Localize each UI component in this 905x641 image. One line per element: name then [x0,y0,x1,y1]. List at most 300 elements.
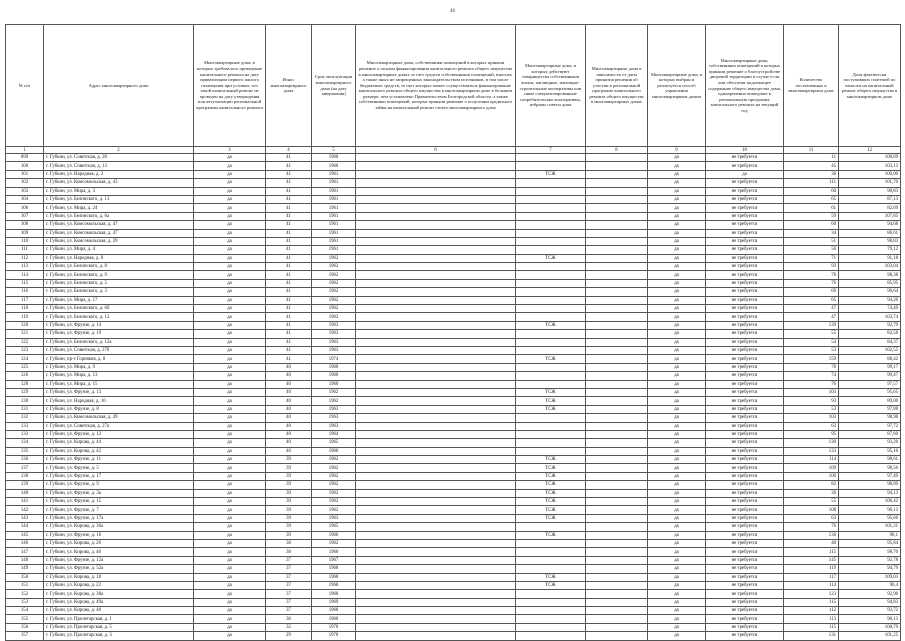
row-address: г. Губкин, ул. Мира, д. 3 [44,187,194,195]
row-payment-share: 93,26 [839,439,901,447]
row-privatization: да [194,397,266,405]
row-number: 121 [6,330,44,338]
row-decision-date [586,237,648,245]
row-decision-date [586,363,648,371]
row-decision-date [586,422,648,430]
row-wear: 41 [266,162,312,170]
row-privatization: да [194,212,266,220]
row-hoa: ТСЖ [516,170,586,178]
housing-register-table [5,24,901,641]
table-row [6,195,901,203]
row-number: 155 [6,615,44,623]
column-number: 12 [839,147,901,154]
row-address: г. Губкин, ул. Белинского, д. 12 [44,313,194,321]
row-privatization: да [194,372,266,380]
row-wear: 37 [266,565,312,573]
row-landscaping: не требуется [706,288,784,296]
row-count: 114 [784,456,839,464]
row-decision-date [586,154,648,162]
table-row [6,472,901,480]
row-number: 104 [6,195,44,203]
row-landscaping: не требуется [706,556,784,564]
row-address: г. Губкин, ул. Белинского, д. 9 [44,271,194,279]
row-owner-financing [356,346,516,354]
row-count: 69 [784,288,839,296]
row-count: 53 [784,405,839,413]
row-landscaping: не требуется [706,179,784,187]
row-address: г. Губкин, ул. Белинского, д. 13 [44,195,194,203]
row-wear: 37 [266,573,312,581]
row-year: 1963 [312,321,356,329]
row-hoa [516,363,586,371]
row-hoa [516,162,586,170]
row-count: 76 [784,279,839,287]
row-year: 1963 [312,422,356,430]
row-address: г. Губкин, ул. Кирова, д. 44 [44,439,194,447]
row-number: 135 [6,447,44,455]
row-decision-date [586,531,648,539]
row-wear: 41 [266,338,312,346]
table-row [6,405,901,413]
row-privatization: да [194,405,266,413]
row-management: да [648,607,706,615]
row-address: г. Губкин, ул. Фрунзе, д. 16 [44,531,194,539]
col-header-management: Многоквартирные дома, в которых выбран и реализуется способ управления многоквартирным домом [648,25,706,147]
row-number: 110 [6,237,44,245]
row-management: да [648,254,706,262]
row-address: г. Губкин, ул. Фрунзе, д. 17а [44,514,194,522]
table-row [6,263,901,271]
row-count: 93 [784,263,839,271]
row-privatization: да [194,204,266,212]
row-management: да [648,288,706,296]
row-privatization: да [194,464,266,472]
row-hoa: ТСЖ [516,456,586,464]
row-owner-financing [356,363,516,371]
row-wear: 38 [266,539,312,547]
row-count: 47 [784,313,839,321]
row-hoa [516,229,586,237]
row-number: 102 [6,179,44,187]
row-landscaping: не требуется [706,573,784,581]
row-payment-share: 79,12 [839,246,901,254]
row-wear: 41 [266,187,312,195]
row-management: да [648,531,706,539]
row-year: 1960 [312,380,356,388]
table-row [6,246,901,254]
row-management: да [648,154,706,162]
row-count: 115 [784,623,839,631]
row-wear: 41 [266,170,312,178]
row-count: 55 [784,498,839,506]
row-decision-date [586,338,648,346]
row-count: 36 [784,170,839,178]
row-wear: 41 [266,305,312,313]
row-decision-date [586,321,648,329]
row-count: 82 [784,481,839,489]
row-decision-date [586,246,648,254]
row-privatization: да [194,346,266,354]
row-landscaping: не требуется [706,154,784,162]
col-header-wear: Износ многоквартирного дома [266,25,312,147]
row-year: 1962 [312,481,356,489]
row-wear: 41 [266,229,312,237]
row-privatization: да [194,271,266,279]
row-payment-share: 100,00 [839,170,901,178]
row-wear: 29 [266,632,312,640]
row-hoa [516,338,586,346]
row-address: г. Губкин, ул. Пролетарская, д. 5 [44,623,194,631]
row-management: да [648,472,706,480]
row-wear: 39 [266,514,312,522]
row-year: 1962 [312,305,356,313]
row-landscaping: не требуется [706,615,784,623]
row-privatization: да [194,498,266,506]
row-year: 1963 [312,414,356,422]
row-count: 78 [784,271,839,279]
row-decision-date [586,187,648,195]
row-number: 130 [6,397,44,405]
row-number: 113 [6,263,44,271]
table-row [6,296,901,304]
row-privatization: да [194,430,266,438]
row-privatization: да [194,539,266,547]
row-payment-share: 74,49 [839,305,901,313]
row-owner-financing [356,506,516,514]
table-row [6,598,901,606]
row-hoa [516,447,586,455]
row-payment-share: 98,61 [839,456,901,464]
row-management: да [648,590,706,598]
row-wear: 39 [266,506,312,514]
table-row [6,581,901,589]
row-number: 142 [6,506,44,514]
row-management: да [648,246,706,254]
row-payment-share: 101,70 [839,179,901,187]
header-row [6,25,901,147]
table-row [6,481,901,489]
row-privatization: да [194,321,266,329]
table-row [6,321,901,329]
row-year: 1969 [312,598,356,606]
table-row [6,430,901,438]
table-row [6,380,901,388]
row-owner-financing [356,548,516,556]
row-owner-financing [356,170,516,178]
row-landscaping: не требуется [706,548,784,556]
row-privatization: да [194,187,266,195]
row-decision-date [586,598,648,606]
table-row [6,422,901,430]
row-management: да [648,229,706,237]
row-number: 143 [6,514,44,522]
row-payment-share: 97,57 [839,380,901,388]
row-count: 145 [784,556,839,564]
row-privatization: да [194,313,266,321]
row-wear: 39 [266,472,312,480]
row-wear: 41 [266,263,312,271]
row-privatization: да [194,514,266,522]
table-row [6,456,901,464]
row-address: г. Губкин, ул. Кирова, д. 42 [44,447,194,455]
row-payment-share: 90,1 [839,531,901,539]
row-landscaping: не требуется [706,279,784,287]
row-decision-date [586,556,648,564]
table-row [6,229,901,237]
row-payment-share: 99,47 [839,372,901,380]
row-wear: 37 [266,607,312,615]
row-hoa: ТСЖ [516,481,586,489]
table-row [6,615,901,623]
row-privatization: да [194,279,266,287]
row-owner-financing [356,439,516,447]
row-wear: 41 [266,321,312,329]
col-header-payment-share: Доля фактически поступивших платежей по взносам на капитальный ремонт общего имущества в многоквартирном доме [839,25,901,147]
row-year: 1963 [312,514,356,522]
row-payment-share: 91,18 [839,254,901,262]
row-number: 099 [6,154,44,162]
row-payment-share: 102,55 [839,346,901,354]
row-decision-date [586,539,648,547]
row-hoa [516,607,586,615]
row-year: 1963 [312,405,356,413]
row-landscaping: не требуется [706,363,784,371]
row-owner-financing [356,615,516,623]
row-decision-date [586,481,648,489]
row-number: 116 [6,288,44,296]
row-wear: 32 [266,623,312,631]
row-hoa: ТСЖ [516,514,586,522]
row-year: 1961 [312,187,356,195]
row-year: 1962 [312,472,356,480]
row-wear: 39 [266,498,312,506]
row-hoa [516,288,586,296]
row-decision-date [586,514,648,522]
row-management: да [648,279,706,287]
row-owner-financing [356,397,516,405]
row-decision-date [586,590,648,598]
row-year: 1963 [312,346,356,354]
row-year: 1974 [312,355,356,363]
row-management: да [648,296,706,304]
row-address: г. Губкин, ул. Белинского, д. 8 [44,263,194,271]
row-number: 132 [6,414,44,422]
row-landscaping: не требуется [706,187,784,195]
row-management: да [648,456,706,464]
row-year: 1962 [312,498,356,506]
row-count: 108 [784,506,839,514]
row-landscaping: не требуется [706,321,784,329]
row-hoa: ТСЖ [516,489,586,497]
row-address: г. Губкин, ул. Кирова, д. 26 [44,539,194,547]
row-management: да [648,623,706,631]
row-decision-date [586,447,648,455]
row-number: 133 [6,422,44,430]
row-year: 1966 [312,447,356,455]
row-owner-financing [356,539,516,547]
row-hoa [516,263,586,271]
row-hoa: ТСЖ [516,254,586,262]
row-management: да [648,481,706,489]
row-number: 100 [6,162,44,170]
row-hoa: ТСЖ [516,405,586,413]
row-wear: 41 [266,154,312,162]
row-year: 1961 [312,229,356,237]
column-number: 9 [648,147,706,154]
row-wear: 40 [266,439,312,447]
column-number: 4 [266,147,312,154]
row-number: 147 [6,548,44,556]
row-number: 138 [6,472,44,480]
row-privatization: да [194,481,266,489]
row-count: 115 [784,548,839,556]
row-owner-financing [356,573,516,581]
row-payment-share: 88,42 [839,355,901,363]
row-count: 63 [784,514,839,522]
row-payment-share: 90,83 [839,187,901,195]
row-address: г. Губкин, ул. Фрунзе, д. 8 [44,405,194,413]
table-row [6,212,901,220]
table-row [6,204,901,212]
row-address: г. Губкин, ул. Кирова, д. 48 [44,607,194,615]
row-payment-share: 101,31 [839,523,901,531]
row-count: 53 [784,346,839,354]
table-row [6,346,901,354]
row-privatization: да [194,296,266,304]
row-privatization: да [194,330,266,338]
row-address: г. Губкин, ул. Фрунзе, д. 9 [44,481,194,489]
row-payment-share: 90,13 [839,615,901,623]
row-decision-date [586,313,648,321]
row-decision-date [586,615,648,623]
row-landscaping: не требуется [706,632,784,640]
row-decision-date [586,523,648,531]
row-number: 154 [6,607,44,615]
row-management: да [648,355,706,363]
row-owner-financing [356,481,516,489]
table-row [6,556,901,564]
row-year: 1961 [312,179,356,187]
row-privatization: да [194,506,266,514]
row-landscaping: не требуется [706,590,784,598]
row-management: да [648,414,706,422]
table-row [6,170,901,178]
row-hoa [516,212,586,220]
row-hoa [516,179,586,187]
row-decision-date [586,607,648,615]
row-management: да [648,195,706,203]
row-owner-financing [356,179,516,187]
row-count: 133 [784,447,839,455]
row-payment-share: 103,74 [839,313,901,321]
row-year: 1962 [312,388,356,396]
row-management: да [648,573,706,581]
row-number: 109 [6,229,44,237]
row-privatization: да [194,380,266,388]
row-address: г. Губкин, ул. Кирова, д. 22 [44,581,194,589]
row-privatization: да [194,388,266,396]
col-header-hoa: Многоквартирные дома, в которых действуют товарищества собственников жилья, жилищные, жилищно-строительные кооперативы или иные специализированные потребительские кооперативы, избраны советы дома [516,25,586,147]
table-row [6,254,901,262]
row-year: 1962 [312,296,356,304]
row-hoa: ТСЖ [516,464,586,472]
row-number: 145 [6,531,44,539]
row-privatization: да [194,288,266,296]
row-year: 1962 [312,489,356,497]
row-decision-date [586,506,648,514]
row-landscaping: не требуется [706,598,784,606]
row-wear: 41 [266,296,312,304]
row-count: 51 [784,237,839,245]
row-address: г. Губкин, ул. Комсомольская, д. 47 [44,221,194,229]
row-privatization: да [194,472,266,480]
row-decision-date [586,288,648,296]
row-count: 47 [784,305,839,313]
table-row [6,523,901,531]
row-wear: 40 [266,372,312,380]
row-payment-share: 95,16 [839,447,901,455]
row-landscaping: не требуется [706,481,784,489]
row-address: г. Губкин, ул. Народная, д. 8 [44,254,194,262]
row-owner-financing [356,565,516,573]
row-wear: 39 [266,481,312,489]
table-row [6,447,901,455]
row-payment-share: 99,17 [839,363,901,371]
row-wear: 41 [266,355,312,363]
row-owner-financing [356,355,516,363]
row-address: г. Губкин, ул. Комсомольская, д. 47 [44,229,194,237]
row-landscaping: не требуется [706,506,784,514]
row-landscaping: не требуется [706,388,784,396]
row-year: 1967 [312,556,356,564]
row-decision-date [586,330,648,338]
row-address: г. Губкин, ул. Фрунзе, д. 12 [44,430,194,438]
row-address: г. Губкин, ул. Белинского, д. 6б [44,305,194,313]
column-number-row [6,147,901,154]
row-privatization: да [194,363,266,371]
row-count: 113 [784,615,839,623]
row-hoa [516,556,586,564]
row-owner-financing [356,372,516,380]
row-decision-date [586,388,648,396]
row-number: 111 [6,246,44,254]
row-management: да [648,498,706,506]
table-row [6,632,901,640]
row-landscaping: не требуется [706,531,784,539]
row-payment-share: 87,69 [839,430,901,438]
row-count: 54 [784,338,839,346]
row-address: г. Губкин, ул. Фрунзе, д. 13 [44,388,194,396]
row-owner-financing [356,514,516,522]
row-count: 60 [784,221,839,229]
row-number: 137 [6,464,44,472]
row-hoa: ТСЖ [516,573,586,581]
row-payment-share: 92,79 [839,321,901,329]
row-privatization: да [194,439,266,447]
row-wear: 38 [266,548,312,556]
row-number: 156 [6,623,44,631]
row-year: 1961 [312,170,356,178]
row-year: 1960 [312,162,356,170]
table-row [6,179,901,187]
row-number: 144 [6,523,44,531]
row-owner-financing [356,221,516,229]
row-privatization: да [194,305,266,313]
row-owner-financing [356,623,516,631]
row-management: да [648,422,706,430]
row-payment-share: 93,72 [839,607,901,615]
row-owner-financing [356,195,516,203]
